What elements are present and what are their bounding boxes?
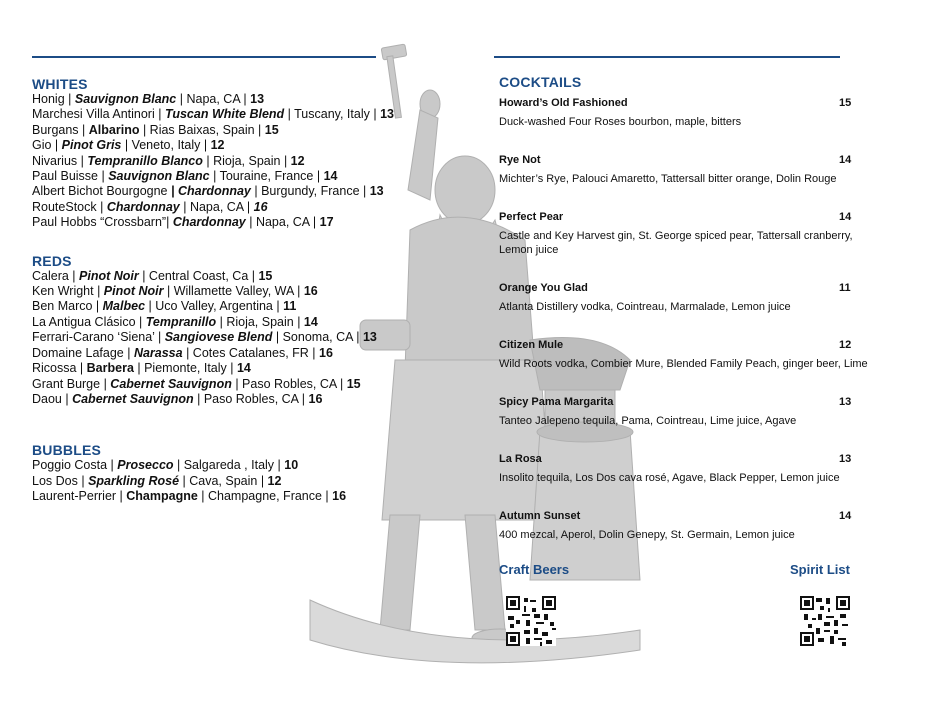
craft-beers-link[interactable]: Craft Beers xyxy=(499,562,570,577)
cocktail-name: Howard’s Old Fashioned xyxy=(499,97,628,109)
cocktail-price: 14 xyxy=(839,510,852,522)
cocktail-description: Duck-washed Four Roses bourbon, maple, bitters xyxy=(499,116,742,128)
cocktail-name: Rye Not xyxy=(499,154,541,166)
cocktail-price: 12 xyxy=(839,339,852,351)
wine-item: Domaine Lafage | Narassa | Cotes Catalanes, FR | 16 xyxy=(32,345,333,360)
wine-item: Laurent-Perrier | Champagne | Champagne, France | 16 xyxy=(32,489,347,504)
cocktail-name: Perfect Pear xyxy=(499,211,564,223)
cocktail-item xyxy=(499,96,869,129)
bubbles-heading: BUBBLES xyxy=(32,442,102,459)
cocktail-description: Michter’s Rye, Palouci Amaretto, Tattersall bitter orange, Dolin Rouge xyxy=(499,173,837,185)
wine-item: Ken Wright | Pinot Noir | Willamette Valley, WA | 16 xyxy=(32,284,318,299)
cocktail-price: 14 xyxy=(839,211,852,223)
wine-item: Burgans | Albarino | Rias Baixas, Spain | 15 xyxy=(32,122,279,137)
cocktail-item xyxy=(499,210,869,257)
wine-item: Honig | Sauvignon Blanc | Napa, CA | 13 xyxy=(32,92,265,106)
cocktail-name: Citizen Mule xyxy=(499,339,564,351)
cocktails-heading: COCKTAILS xyxy=(499,74,582,90)
reds-heading: REDS xyxy=(32,252,72,269)
wine-item: RouteStock | Chardonnay | Napa, CA | 16 xyxy=(32,199,268,214)
cocktail-description: Atlanta Distillery vodka, Cointreau, Marmalade, Lemon juice xyxy=(499,301,791,313)
cocktail-item xyxy=(499,509,869,542)
cocktail-name: Autumn Sunset xyxy=(499,510,581,522)
wine-item: Gio | Pinot Gris | Veneto, Italy | 12 xyxy=(32,138,225,153)
wine-item: Marchesi Villa Antinori | Tuscan White Blend | Tuscany, Italy | 13 xyxy=(32,107,394,122)
wine-item: Albert Bichot Bourgogne | Chardonnay | Burgundy, France | 13 xyxy=(32,184,384,199)
wine-list xyxy=(32,76,472,505)
cocktail-name: Orange You Glad xyxy=(499,282,588,294)
cocktail-description: Wild Roots vodka, Combier Mure, Blended Family Peach, ginger beer, Lime xyxy=(499,358,868,370)
wine-item: Ricossa | Barbera | Piemonte, Italy | 14 xyxy=(32,361,251,376)
qr-code-icon[interactable] xyxy=(800,596,850,646)
qr-code-icon[interactable] xyxy=(506,596,556,646)
wine-item: Paul Buisse | Sauvignon Blanc | Touraine, France | 14 xyxy=(32,169,338,184)
cocktail-item xyxy=(499,395,869,428)
spirit-list-link[interactable]: Spirit List xyxy=(790,562,850,577)
wine-item: Calera | Pinot Noir | Central Coast, Ca | 15 xyxy=(32,268,273,283)
cocktail-price: 14 xyxy=(839,154,852,166)
wine-item: Paul Hobbs “Crossbarn”| Chardonnay | Napa, CA | 17 xyxy=(32,215,334,230)
cocktail-item xyxy=(499,338,869,371)
cocktail-description: Castle and Key Harvest gin, St. George spiced pear, Tattersall cranberry, Lemon juice xyxy=(499,230,853,256)
cocktail-price: 13 xyxy=(839,453,852,465)
whites-heading: WHITES xyxy=(32,76,88,92)
wine-item: Los Dos | Sparkling Rosé | Cava, Spain | 12 xyxy=(32,473,282,488)
cocktail-name: La Rosa xyxy=(499,453,542,465)
cocktail-item xyxy=(499,153,869,186)
cocktail-price: 15 xyxy=(839,97,852,109)
wine-item: Daou | Cabernet Sauvignon | Paso Robles, CA | 16 xyxy=(32,391,323,406)
wine-item: Ben Marco | Malbec | Uco Valley, Argentina | 11 xyxy=(32,299,297,314)
cocktail-description: 400 mezcal, Aperol, Dolin Genepy, St. Germain, Lemon juice xyxy=(499,529,795,541)
wine-item: Nivarius | Tempranillo Blanco | Rioja, Spain | 12 xyxy=(32,153,305,168)
wine-item: La Antigua Clásico | Tempranillo | Rioja, Spain | 14 xyxy=(32,314,318,329)
cocktail-item xyxy=(499,281,869,314)
wine-item: Ferrari-Carano ‘Siena’ | Sangiovese Blend | Sonoma, CA | 13 xyxy=(32,330,377,345)
cocktail-description: Tanteo Jalepeno tequila, Pama, Cointreau, Lime juice, Agave xyxy=(499,415,797,427)
wine-item: Poggio Costa | Prosecco | Salgareda , Italy | 10 xyxy=(32,458,299,473)
cocktail-price: 13 xyxy=(839,396,852,408)
wine-item: Grant Burge | Cabernet Sauvignon | Paso Robles, CA | 15 xyxy=(32,376,361,391)
cocktail-price: 11 xyxy=(839,282,851,294)
cocktail-description: Insolito tequila, Los Dos cava rosé, Agave, Black Pepper, Lemon juice xyxy=(499,472,840,484)
cocktail-item xyxy=(499,452,869,485)
cocktail-name: Spicy Pama Margarita xyxy=(499,396,614,408)
cocktail-list xyxy=(499,74,869,542)
